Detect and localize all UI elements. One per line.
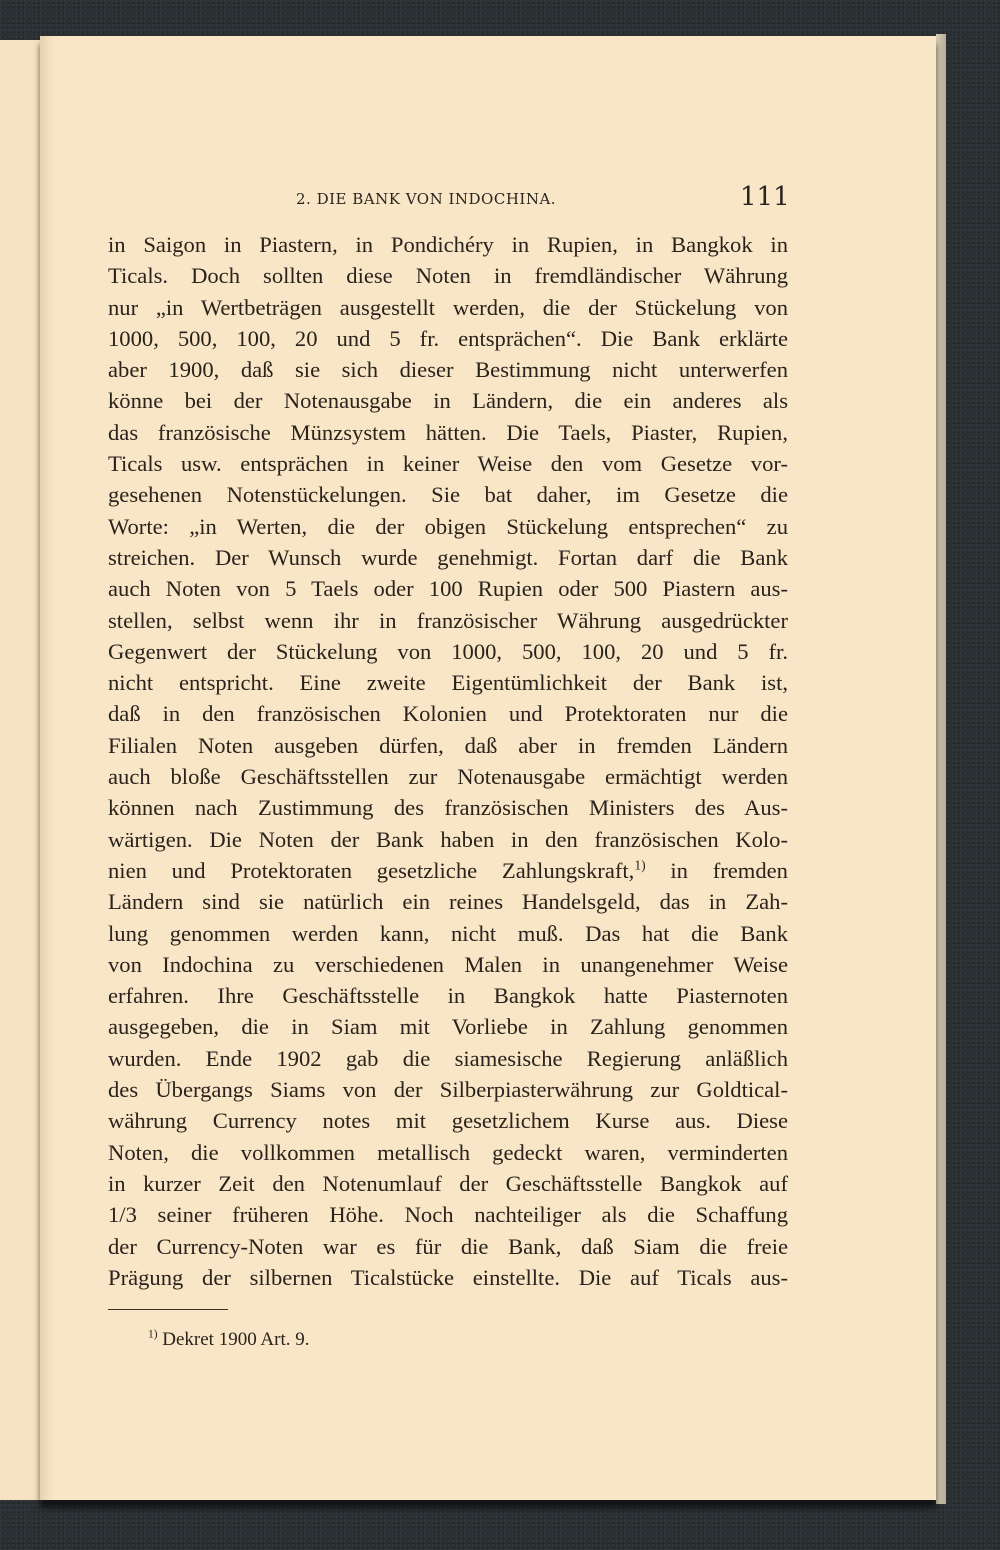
text-line: auch Noten von 5 Taels oder 100 Rupien oder 500 Piastern aus- [108,576,788,602]
page-number: 111 [740,182,790,212]
text-line: wärtigen. Die Noten der Bank haben in den französischen Kolo- [108,826,788,852]
text-line: nur „in Wertbeträgen ausgestellt werden, die der Stückelung von [108,294,788,320]
running-head [40,184,936,214]
book-page [40,36,936,1500]
text-line: stellen, selbst wenn ihr in französischer Währung ausgedrückter [108,607,788,633]
text-line: streichen. Der Wunsch wurde genehmigt. Fortan darf die Bank [108,544,788,570]
text-line: Prägung der silbernen Ticalstücke einstellte. Die auf Ticals aus- [108,1264,788,1290]
text-line-with-fraction [108,1199,788,1230]
text-line-with-footnote [108,855,788,886]
footnote-marker: 1) [148,1328,158,1341]
text-line: erfahren. Ihre Geschäftsstelle in Bangkok hatte Piasternoten [108,983,788,1009]
text-line: ausgegeben, die in Siam mit Vorliebe in Zahlung genommen [108,1014,788,1040]
text-segment: in fremden [645,857,788,883]
text-line: das französische Münzsystem hätten. Die Taels, Piaster, Rupien, [108,419,788,445]
text-line: währung Currency notes mit gesetzlichem Kurse aus. Diese [108,1108,788,1134]
text-line: wurden. Ende 1902 gab die siamesische Regierung anläßlich [108,1045,788,1071]
footnote-reference[interactable]: 1) [634,857,646,873]
text-line: nicht entspricht. Eine zweite Eigentümlichkeit der Bank ist, [108,670,788,696]
text-line: der Currency-Noten war es für die Bank, daß Siam die freie [108,1233,788,1259]
text-line: aber 1900, daß sie sich dieser Bestimmung nicht unterwerfen [108,357,788,383]
text-line: Noten, die vollkommen metallisch gedeckt waren, verminderten [108,1139,788,1165]
text-line: könne bei der Notenausgabe in Ländern, die ein anderes als [108,388,788,414]
text-line: in kurzer Zeit den Notenumlauf der Geschäftsstelle Bangkok auf [108,1170,788,1196]
text-segment: nien und Protektoraten gesetzliche Zahlungskraft, [108,857,635,883]
text-line: Gegenwert der Stückelung von 1000, 500, 100, 20 und 5 fr. [108,638,788,664]
page-stack-edge [936,34,946,1504]
text-line: Ländern sind sie natürlich ein reines Handelsgeld, das in Zah- [108,889,788,915]
text-line: 1000, 500, 100, 20 und 5 fr. entsprächen“. Die Bank erklärte [108,325,788,351]
footnote [148,1329,309,1351]
text-line: gesehenen Notenstückelungen. Sie bat daher, im Gesetze die [108,482,788,508]
text-line: in Saigon in Piastern, in Pondichéry in Rupien, in Bangkok in [108,232,788,257]
gutter-shadow [40,36,54,1500]
body-text [108,229,788,1293]
text-line: auch bloße Geschäftsstellen zur Notenausgabe ermächtigt werden [108,764,788,790]
text-line: des Übergangs Siams von der Silberpiasterwährung zur Goldtical- [108,1077,788,1103]
text-line: können nach Zustimmung des französischen Ministers des Aus- [108,795,788,821]
text-line: Ticals. Doch sollten diese Noten in fremdländischer Währung [108,263,788,289]
text-line: von Indochina zu verschiedenen Malen in unangenehmer Weise [108,951,788,977]
text-line: Ticals usw. entsprächen in keiner Weise den vom Gesetze vor- [108,451,788,477]
text-line: Worte: „in Werten, die der obigen Stückelung entsprechen“ zu [108,513,788,539]
footnote-divider [108,1309,228,1310]
fraction: 1/3 [108,1202,137,1228]
text-segment: seiner früheren Höhe. Noch nachteiliger als die Schaffung [157,1202,788,1228]
footnote-text: Dekret 1900 Art. 9. [157,1329,310,1350]
text-line: daß in den französischen Kolonien und Protektoraten nur die [108,701,788,727]
adjacent-page-edge [0,40,41,1500]
text-line: Filialen Noten ausgeben dürfen, daß aber in fremden Ländern [108,732,788,758]
chapter-title: 2. DIE BANK VON INDOCHINA. [296,190,557,208]
text-line: lung genommen werden kann, nicht muß. Das hat die Bank [108,920,788,946]
